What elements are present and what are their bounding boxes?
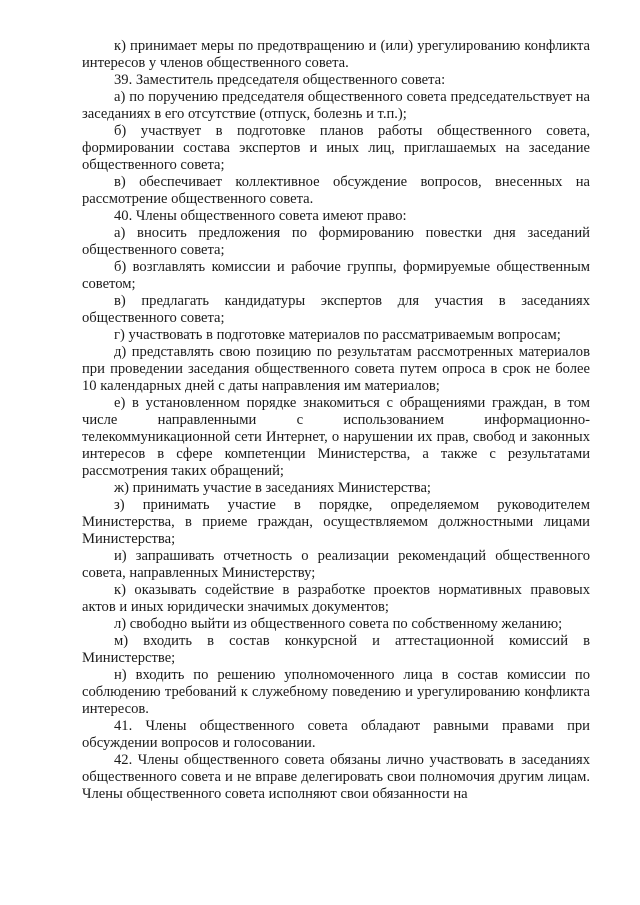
paragraph-41-equal-rights: 41. Члены общественного совета обладают равными правами при обсуждении вопросов и голосовании. — [82, 718, 590, 751]
paragraph-40-e: е) в установленном порядке знакомиться с обращениями граждан, в том числе направленными с использованием информационно-телекоммуникационной сети Интернет, о нарушении их прав, свобод и законных интересов в сфере компетенции Министерства, а также с результатами рассмотрения таких обращений; — [82, 395, 590, 479]
paragraph-42-obligations: 42. Члены общественного совета обязаны лично участвовать в заседаниях общественного совета и не вправе делегировать свои полномочия другим лицам. Члены общественного совета исполняют свои обязанности на — [82, 752, 590, 802]
paragraph-39-b: б) участвует в подготовке планов работы общественного совета, формировании состава экспертов и иных лиц, приглашаемых на заседание общественного совета; — [82, 123, 590, 173]
paragraph-40-v: в) предлагать кандидатуры экспертов для участия в заседаниях общественного совета; — [82, 293, 590, 326]
paragraph-40-k: к) оказывать содействие в разработке проектов нормативных правовых актов и иных юридически значимых документов; — [82, 582, 590, 615]
paragraph-40-b: б) возглавлять комиссии и рабочие группы, формируемые общественным советом; — [82, 259, 590, 292]
paragraph-40-l: л) свободно выйти из общественного совета по собственному желанию; — [114, 616, 563, 632]
paragraph-39-deputy-chair: 39. Заместитель председателя общественного совета: — [114, 72, 446, 88]
paragraph-40-d: д) представлять свою позицию по результатам рассмотренных материалов при проведении заседания общественного совета путем опроса в срок не более 10 календарных дней с даты направления им материалов; — [82, 344, 590, 394]
paragraph-40-members-rights: 40. Члены общественного совета имеют право: — [114, 208, 407, 224]
paragraph-40-a: а) вносить предложения по формированию повестки дня заседаний общественного совета; — [82, 225, 590, 258]
paragraph-39-v: в) обеспечивает коллективное обсуждение вопросов, внесенных на рассмотрение общественного совета. — [82, 174, 590, 207]
paragraph-40-g: г) участвовать в подготовке материалов по рассматриваемым вопросам; — [114, 327, 561, 343]
paragraph-40-m: м) входить в состав конкурсной и аттестационной комиссий в Министерстве; — [82, 633, 590, 666]
paragraph-40-i: и) запрашивать отчетность о реализации рекомендаций общественного совета, направленных Министерству; — [82, 548, 590, 581]
paragraph-40-z: з) принимать участие в порядке, определяемом руководителем Министерства, в приеме граждан, осуществляемом должностными лицами Министерства; — [82, 497, 590, 547]
paragraph-40-n: н) входить по решению уполномоченного лица в состав комиссии по соблюдению требований к служебному поведению и урегулированию конфликта интересов. — [82, 667, 590, 717]
paragraph-item-k-conflict: к) принимает меры по предотвращению и (или) урегулированию конфликта интересов у членов общественного совета. — [82, 38, 590, 71]
paragraph-40-zh: ж) принимать участие в заседаниях Министерства; — [114, 480, 431, 496]
paragraph-39-a: а) по поручению председателя общественного совета председательствует на заседаниях в его отсутствие (отпуск, болезнь и т.п.); — [82, 89, 590, 122]
